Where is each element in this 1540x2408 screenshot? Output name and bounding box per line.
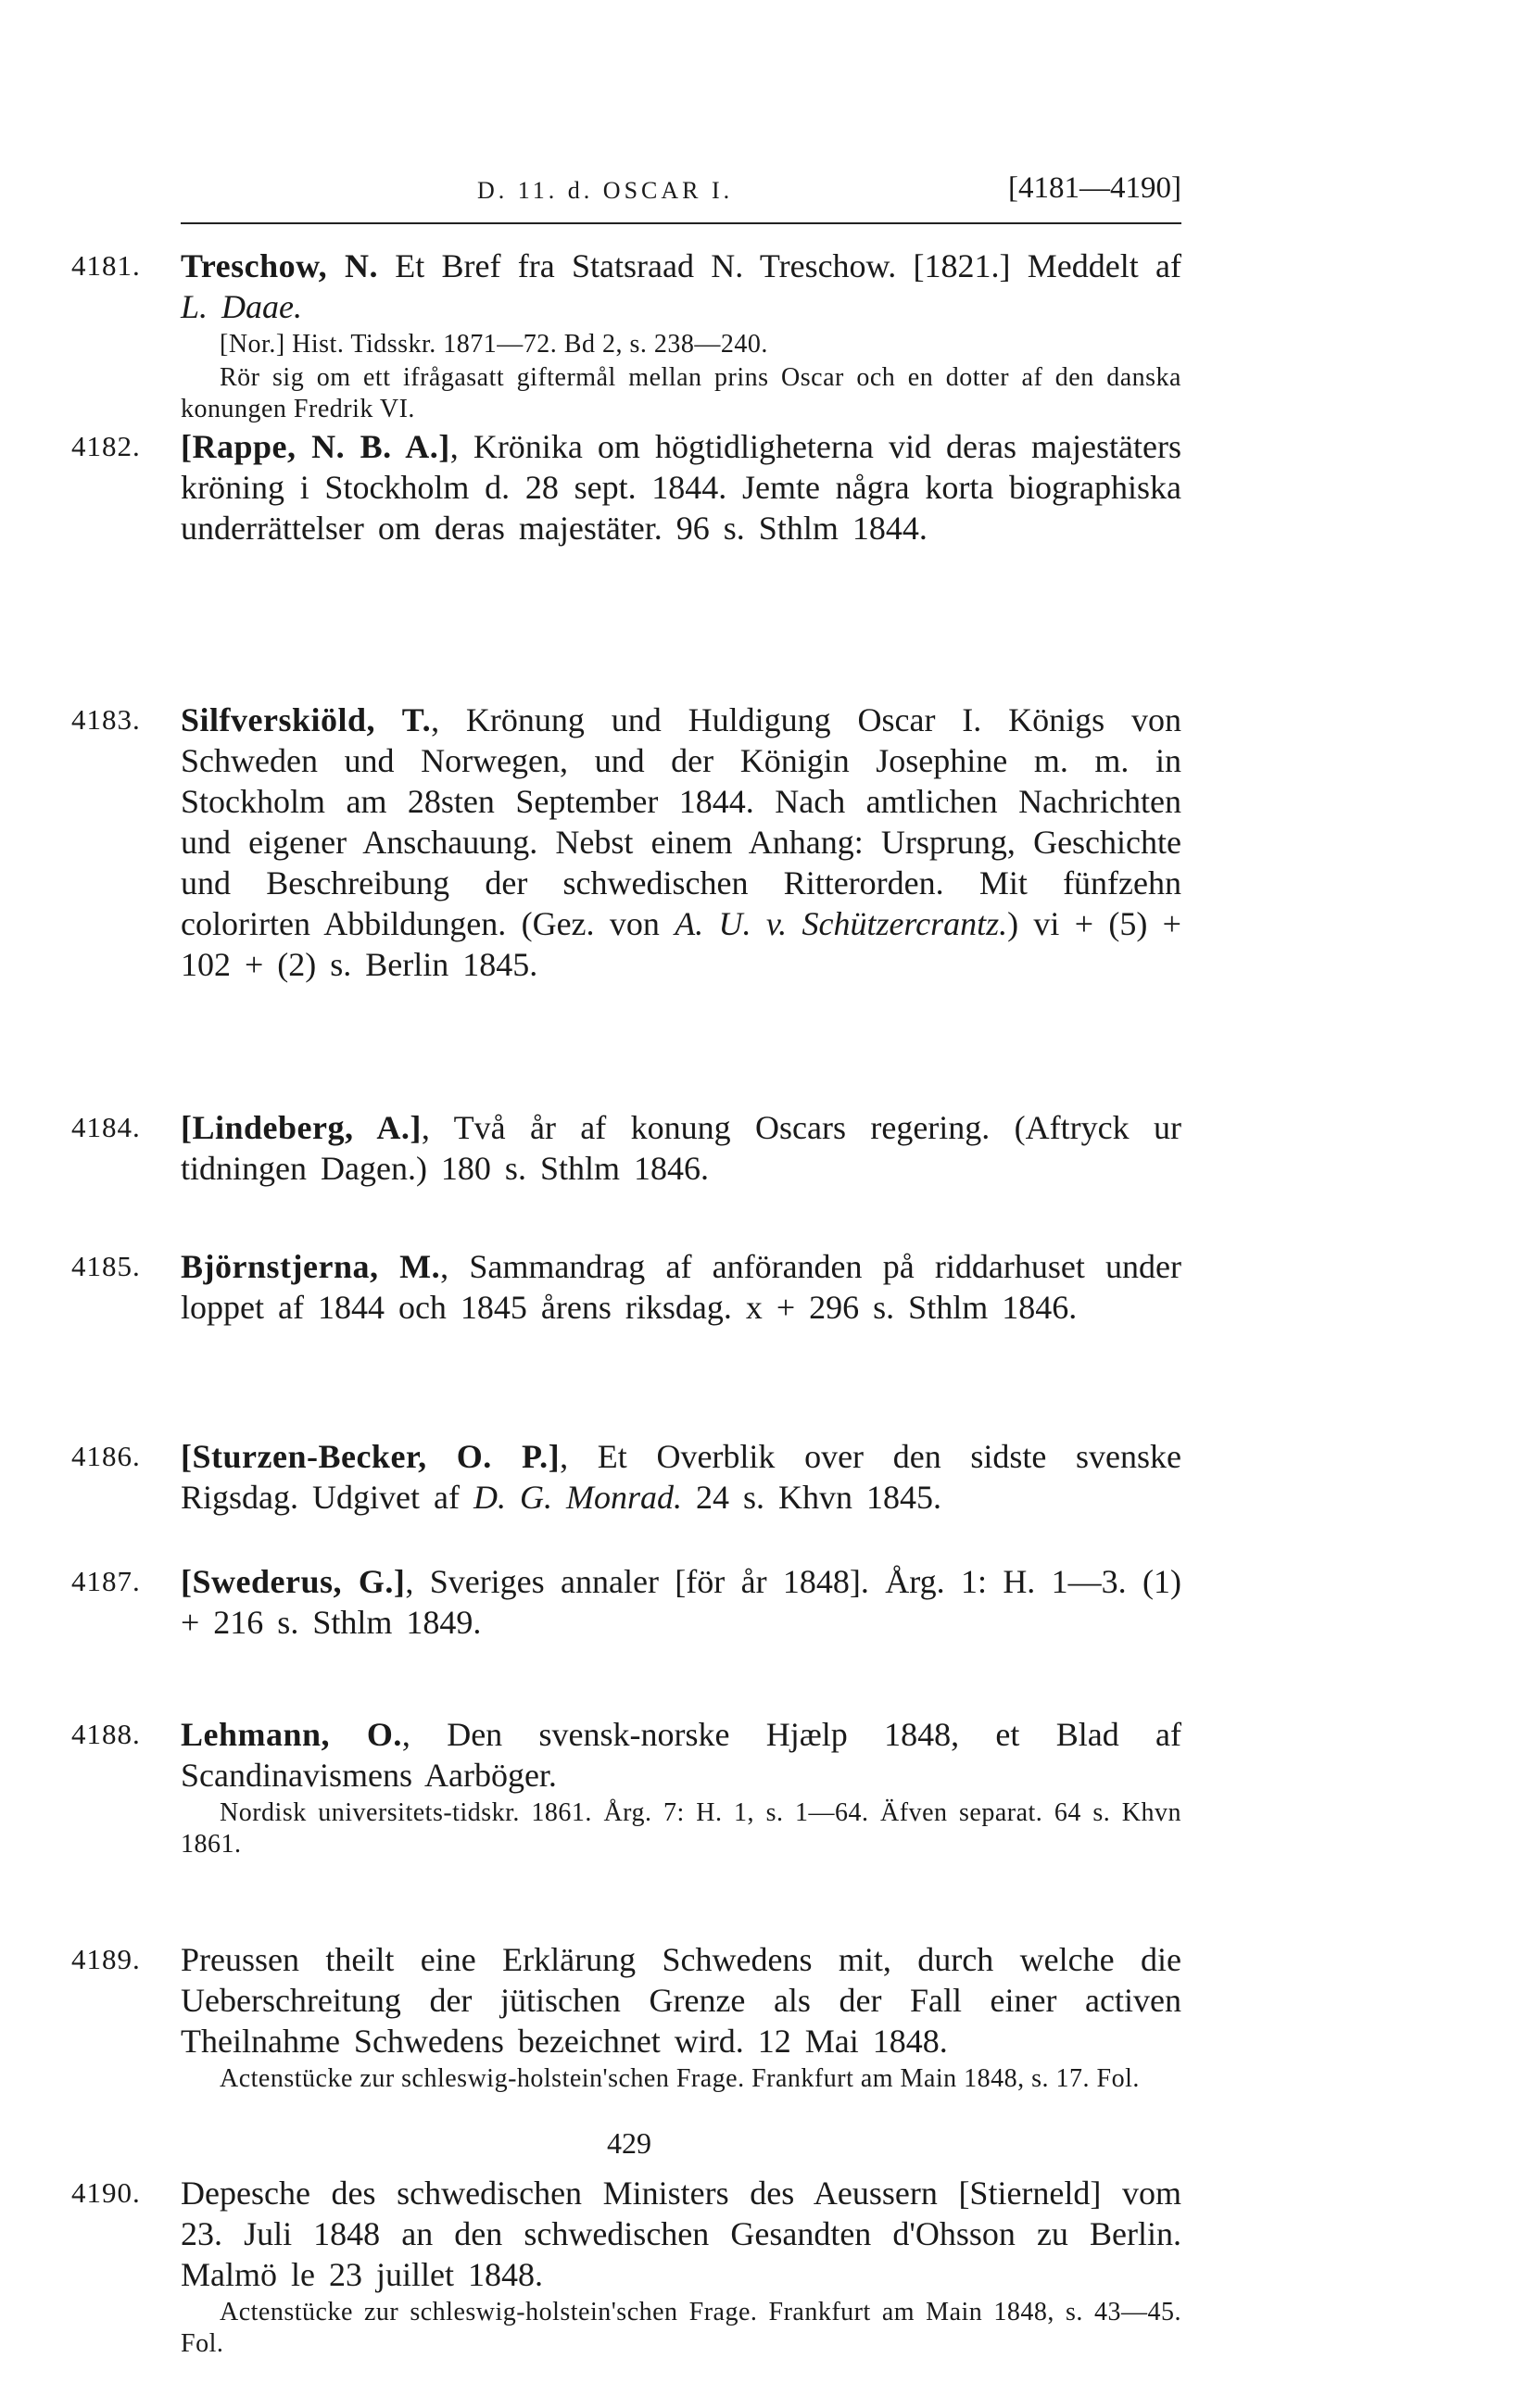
document-page <box>71 0 1181 2408</box>
entry-author: [Sturzen-Becker, O. P.] <box>181 1438 561 1475</box>
bibliography-entry <box>71 426 1181 548</box>
header-rule <box>181 222 1181 224</box>
entry-author: Lehmann, O. <box>181 1716 402 1753</box>
entry-number: 4187. <box>71 1565 141 1597</box>
entry-text <box>181 1939 1181 2061</box>
entry-text <box>181 1714 1181 1796</box>
entry-text <box>181 1561 1181 1643</box>
entry-text <box>181 246 1181 327</box>
entry-tail: ) vi + (5) + 102 + (2) s. Berlin 1845. <box>181 905 1181 983</box>
entry-body: , Krönika om högtidligheterna vid deras majestäters kröning i Stockholm d. 28 sept. 1844. Jemte några korta biographiska underrättelser om deras majestäter. 96 s. Sthlm 1844. <box>181 428 1181 547</box>
bibliography-entry <box>71 1246 1181 1328</box>
entry-note: Actenstücke zur schleswig-holstein'schen Frage. Frankfurt am Main 1848, s. 17. Fol. <box>220 2064 1140 2093</box>
entry-body: , Et Overblik over den sidste svenske Rigsdag. Udgivet af <box>181 1438 1181 1516</box>
bibliography-entry <box>71 2173 1181 2360</box>
bibliography-entry <box>71 1107 1181 1189</box>
entry-author: [Lindeberg, A.] <box>181 1109 422 1146</box>
entry-author: [Rappe, N. B. A.] <box>181 428 450 465</box>
entry-body: , Två år af konung Oscars regering. (Aftryck ur tidningen Dagen.) 180 s. Sthlm 1846. <box>181 1109 1181 1187</box>
entry-body: Et Bref fra Statsraad N. Treschow. [1821.] Meddelt af <box>377 247 1181 284</box>
entry-note: Rör sig om ett ifrågasatt giftermål mellan prins Oscar och en dotter af den danska konungen Fredrik VI. <box>181 363 1181 423</box>
bibliography-entry <box>71 700 1181 985</box>
entry-text <box>181 2173 1181 2295</box>
entry-range: [4181—4190] <box>1008 171 1181 205</box>
entry-body: , Krönung und Huldigung Oscar I. Königs von Schweden und Norwegen, und der Königin Josephine m. m. in Stockholm am 28sten September 1844. Nach amtlichen Nachrichten und eigener Anschauung. Nebst einem Anhang: Ursprung, Geschichte und Beschreibung der schwedischen Ritterorden. Mit fünfzehn colorirten Abbildungen. (Gez. von <box>181 701 1181 942</box>
entry-number: 4182. <box>71 430 141 462</box>
entry-italic: L. Daae. <box>181 288 302 325</box>
entry-note: [Nor.] Hist. Tidsskr. 1871—72. Bd 2, s. 238—240. <box>220 330 768 359</box>
entry-author: Silfverskiöld, T. <box>181 701 432 738</box>
entry-number: 4190. <box>71 2176 141 2209</box>
entry-text <box>181 700 1181 985</box>
entry-text <box>181 426 1181 548</box>
entry-note: Nordisk universitets-tidskr. 1861. Årg. 7: H. 1, s. 1—64. Äfven separat. 64 s. Khvn 1861. <box>181 1798 1181 1859</box>
entry-body: Depesche des schwedischen Ministers des Aeussern [Stierneld] vom 23. Juli 1848 an den schwedischen Gesandten d'Ohsson zu Berlin. Malmö le 23 juillet 1848. <box>181 2175 1181 2293</box>
entry-body: , Den svensk-norske Hjælp 1848, et Blad af Scandinavismens Aarböger. <box>181 1716 1181 1794</box>
bibliography-entry <box>71 1939 1181 2095</box>
bibliography-entry <box>71 1561 1181 1643</box>
entry-number: 4188. <box>71 1718 141 1750</box>
bibliography-entry <box>71 1436 1181 1518</box>
entry-author: Treschow, N. <box>181 247 378 284</box>
entry-note: Actenstücke zur schleswig-holstein'schen Frage. Frankfurt am Main 1848, s. 43—45. Fol. <box>181 2298 1181 2358</box>
bibliography-entry <box>71 1714 1181 1860</box>
entry-text <box>181 1107 1181 1189</box>
entry-number: 4186. <box>71 1440 141 1472</box>
entry-text <box>181 1246 1181 1328</box>
entry-text <box>181 1436 1181 1518</box>
entry-number: 4183. <box>71 703 141 736</box>
entry-italic: A. U. v. Schützercrantz. <box>675 905 1008 942</box>
entry-number: 4184. <box>71 1111 141 1143</box>
entry-italic: D. G. Monrad. <box>473 1479 682 1516</box>
entry-body: , Sammandrag af anföranden på riddarhuset under loppet af 1844 och 1845 årens riksdag. x + 296 s. Sthlm 1846. <box>181 1248 1181 1326</box>
entry-body: Preussen theilt eine Erklärung Schwedens mit, durch welche die Ueberschreitung der jütischen Grenze als der Fall einer activen Theilnahme Schwedens bezeichnet wird. 12 Mai 1848. <box>181 1941 1181 2060</box>
entry-number: 4189. <box>71 1943 141 1975</box>
entry-author: Björnstjerna, M. <box>181 1248 441 1285</box>
page-number: 429 <box>607 2126 651 2160</box>
entry-body: , Sveriges annaler [för år 1848]. Årg. 1: H. 1—3. (1) + 216 s. Sthlm 1849. <box>181 1563 1181 1641</box>
entry-number: 4181. <box>71 249 141 282</box>
entry-tail: 24 s. Khvn 1845. <box>681 1479 941 1516</box>
bibliography-entry <box>71 246 1181 425</box>
entry-number: 4185. <box>71 1250 141 1282</box>
running-head-title: D. 11. d. OSCAR I. <box>477 177 734 204</box>
entry-author: [Swederus, G.] <box>181 1563 406 1600</box>
running-head <box>181 171 1181 216</box>
